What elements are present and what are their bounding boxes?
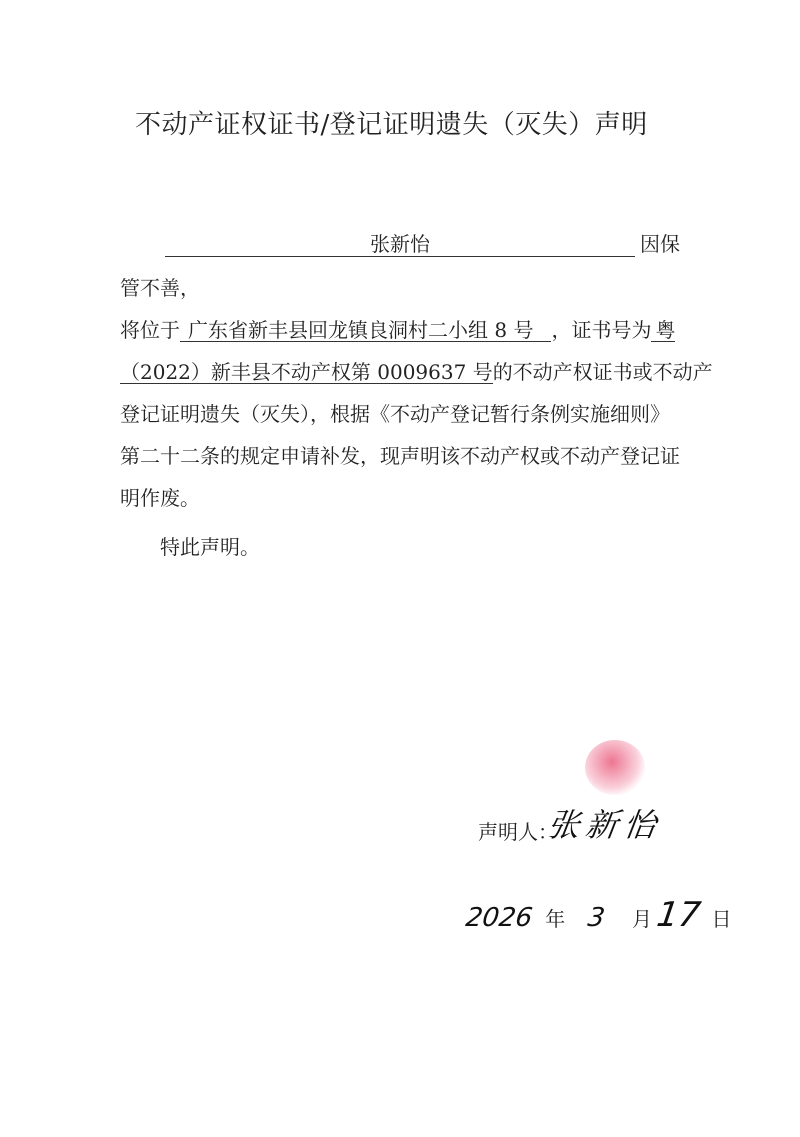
date-year: 2026	[463, 903, 535, 933]
day-unit: 日	[711, 907, 732, 931]
line3-mid: ，证书号为	[551, 318, 652, 342]
body-line-4	[120, 360, 713, 384]
month-unit: 月	[632, 907, 652, 931]
closing-statement: 特此声明。	[160, 535, 260, 559]
certificate-number-part2: （2022）新丰县不动产权第 0009637 号	[120, 360, 493, 384]
document-title: 不动产证权证书/登记证明遗失（灭失）声明	[135, 110, 648, 140]
signer-label: 声明人：	[478, 820, 558, 844]
body-line-6: 第二十二条的规定申请补发，现声明该不动产权或不动产登记证	[120, 444, 680, 468]
fingerprint-mark	[585, 740, 645, 795]
line1-suffix: 因保	[640, 232, 680, 256]
body-line-2: 管不善，	[120, 276, 200, 300]
body-line-3	[120, 318, 675, 342]
declarant-name: 张新怡	[370, 232, 430, 256]
body-line-7: 明作废。	[120, 486, 200, 510]
body-line-5: 登记证明遗失（灭失），根据《不动产登记暂行条例实施细则》	[120, 402, 670, 426]
date-day: 17	[654, 895, 704, 935]
signing-date	[463, 895, 732, 935]
certificate-number-part1: 粤	[651, 319, 675, 342]
line4-suffix: 的不动产权证书或不动产	[492, 360, 713, 384]
line3-prefix: 将位于	[120, 318, 180, 342]
declarant-name-field	[165, 232, 635, 257]
date-month: 3	[586, 903, 608, 933]
handwritten-signature: 张新怡	[545, 806, 665, 844]
year-unit: 年	[545, 907, 566, 931]
property-address: 广东省新丰县回龙镇良洞村二小组 8 号	[180, 319, 551, 342]
